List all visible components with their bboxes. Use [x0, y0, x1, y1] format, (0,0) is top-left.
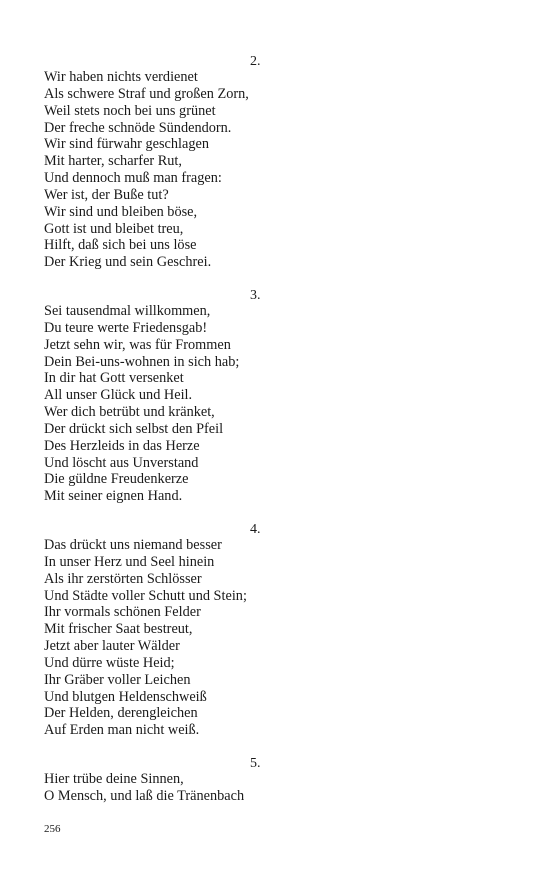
verse-line: Und Städte voller Schutt und Stein;: [44, 587, 247, 604]
verse-line: Das drückt uns niemand besser: [44, 537, 222, 553]
verse-line: Der drückt sich selbst den Pfeil: [44, 420, 224, 437]
verse-line: Die güldne Freudenkerze: [44, 471, 189, 488]
stanza-number: 3.: [250, 288, 261, 303]
verse-line: O Mensch, und laß die Tränenbach: [44, 787, 245, 804]
verse-line: In unser Herz und Seel hinein: [44, 553, 215, 570]
verse-line: Wer dich betrübt und kränket,: [44, 404, 215, 421]
stanza-lines: [44, 303, 239, 505]
verse-line: Sei tausendmal willkommen,: [44, 303, 211, 319]
verse-line: Und dennoch muß man fragen:: [44, 170, 222, 187]
stanza-number: 2.: [250, 54, 261, 69]
page-number: 256: [44, 823, 61, 835]
verse-line: Und blutgen Heldenschweiß: [44, 688, 207, 705]
verse-line: Wir haben nichts verdienet: [44, 69, 198, 85]
verse-line: Ihr Gräber voller Leichen: [44, 671, 191, 688]
verse-line: Jetzt aber lauter Wälder: [44, 638, 180, 655]
verse-line: Der Helden, derengleichen: [44, 705, 198, 722]
verse-line: Wir sind und bleiben böse,: [44, 203, 198, 220]
verse-line: Mit seiner eignen Hand.: [44, 488, 183, 505]
verse-line: Als ihr zerstörten Schlösser: [44, 570, 202, 587]
verse-line: Gott ist und bleibet treu,: [44, 220, 184, 237]
verse-line: Wer ist, der Buße tut?: [44, 186, 169, 203]
verse-line: Der Krieg und sein Geschrei.: [44, 254, 212, 271]
verse-line: Und löscht aus Unverstand: [44, 454, 199, 471]
verse-line: All unser Glück und Heil.: [44, 387, 193, 404]
verse-line: Und dürre wüste Heid;: [44, 654, 175, 671]
verse-line: Der freche schnöde Sündendorn.: [44, 119, 232, 136]
verse-line: Du teure werte Friedensgab!: [44, 319, 208, 336]
stanza-number: 4.: [250, 522, 261, 537]
verse-line: In dir hat Gott versenket: [44, 370, 184, 387]
stanza-lines: [44, 69, 249, 271]
verse-line: Mit frischer Saat bestreut,: [44, 621, 193, 638]
stanza-lines: [44, 771, 244, 805]
stanza-number: 5.: [250, 756, 261, 771]
verse-line: Mit harter, scharfer Rut,: [44, 153, 182, 170]
verse-line: Des Herzleids in das Herze: [44, 437, 200, 454]
verse-line: Wir sind fürwahr geschlagen: [44, 136, 209, 153]
verse-line: Weil stets noch bei uns grünet: [44, 102, 216, 119]
verse-line: Jetzt sehn wir, was für Frommen: [44, 336, 231, 353]
stanza-lines: [44, 537, 247, 739]
verse-line: Als schwere Straf und großen Zorn,: [44, 85, 249, 102]
verse-line: Dein Bei-uns-wohnen in sich hab;: [44, 353, 240, 370]
verse-line: Ihr vormals schönen Felder: [44, 604, 201, 621]
verse-line: Auf Erden man nicht weiß.: [44, 722, 200, 739]
verse-line: Hier trübe deine Sinnen,: [44, 771, 184, 787]
verse-line: Hilft, daß sich bei uns löse: [44, 237, 197, 254]
